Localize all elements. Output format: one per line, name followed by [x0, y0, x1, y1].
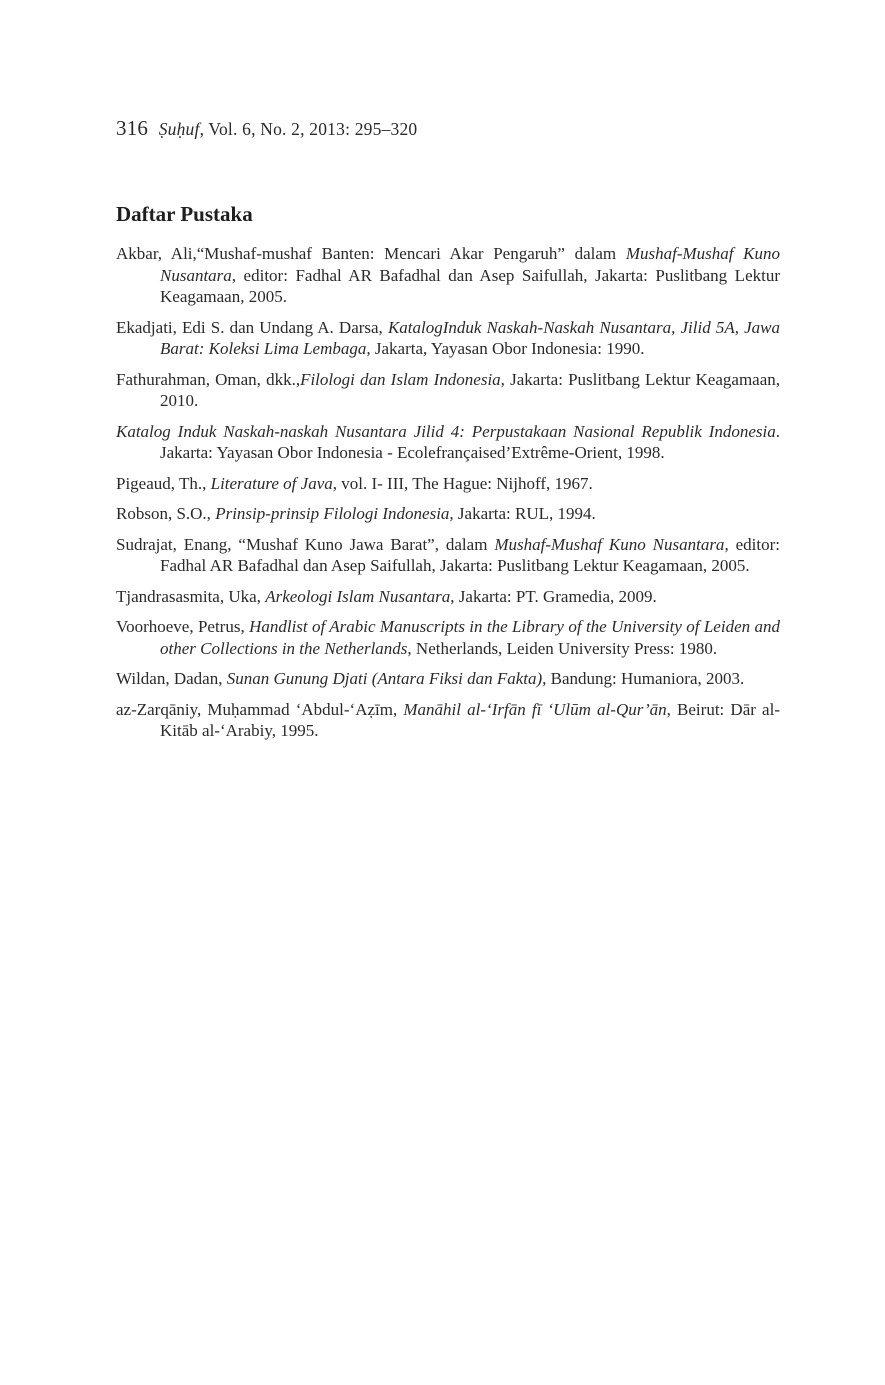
entry-author: Fathurahman, Oman, dkk.,	[116, 369, 301, 389]
entry-author: Tjandrasasmita, Uka,	[116, 586, 266, 606]
entry-title: Mushaf-Mushaf Kuno Nusantara	[494, 534, 725, 554]
entry-publication: , editor: Fadhal AR Bafadhal dan Asep Saifullah, Jakarta: Puslitbang Lektur Keagamaan, 2005.	[160, 534, 780, 575]
entry-author: az-Zarqāniy, Muḥammad ‘Abdul-‘Aẓīm,	[116, 699, 404, 719]
bibliography-entry	[116, 473, 780, 495]
entry-title: KatalogInduk Naskah-Naskah Nusantara, Jilid 5A, Jawa Barat: Koleksi Lima Lembaga,	[160, 317, 780, 358]
entry-title: Manāhil al-‘Irfān fī ‘Ulūm al-Qur’ān	[403, 699, 667, 719]
entry-title: Mushaf-Mushaf Kuno Nusantara	[160, 244, 780, 285]
entry-title: Literature of Java	[210, 473, 333, 493]
entry-author: Pigeaud, Th.,	[116, 473, 211, 493]
bibliography-entry	[116, 586, 780, 608]
entry-title: Prinsip-prinsip Filologi Indonesia,	[215, 504, 454, 523]
bibliography-entry	[116, 503, 780, 525]
entry-author: Ekadjati, Edi S. dan Undang A. Darsa,	[116, 317, 388, 337]
bibliography-entry	[116, 243, 780, 308]
entry-author: Akbar, Ali,“Mushaf-mushaf Banten: Mencari Akar Pengaruh” dalam	[116, 244, 626, 263]
bibliography-entry	[116, 369, 780, 412]
entry-publication: Bandung: Humaniora, 2003.	[546, 669, 745, 688]
entry-publication: , Jakarta: Puslitbang Lektur Keagamaan, 2010.	[160, 369, 781, 410]
entry-publication: , editor: Fadhal AR Bafadhal dan Asep Saifullah, Jakarta: Puslitbang Lektur Keagamaan, 2005.	[160, 265, 780, 306]
journal-citation: , Vol. 6, No. 2, 2013: 295–320	[199, 119, 418, 139]
entry-title: Handlist of Arabic Manuscripts in the Library of the University of Leiden and other Collections in the Netherlands	[160, 617, 780, 658]
entry-publication: , Jakarta: PT. Gramedia, 2009.	[450, 586, 657, 606]
running-header	[116, 116, 417, 141]
entry-title: Sunan Gunung Djati (Antara Fiksi dan Fakta),	[226, 669, 547, 688]
entry-publication: , vol. I- III, The Hague: Nijhoff, 1967.	[332, 473, 593, 493]
section-title: Daftar Pustaka	[116, 202, 253, 226]
bibliography-entry	[116, 421, 780, 464]
entry-title: Arkeologi Islam Nusantara	[265, 586, 451, 606]
bibliography-entry	[116, 317, 780, 360]
page-number: 316	[116, 116, 149, 140]
entry-publication: Jakarta, Yayasan Obor Indonesia: 1990.	[370, 339, 645, 358]
entry-title: Filologi dan Islam Indonesia	[300, 369, 501, 389]
bibliography-list	[116, 243, 780, 751]
entry-title: Katalog Induk Naskah-naskah Nusantara Jilid 4: Perpustakaan Nasional Republik Indonesia	[116, 421, 776, 441]
journal-name: Ṣuḥuf	[158, 119, 200, 139]
entry-publication: . Jakarta: Yayasan Obor Indonesia - Ecolefrançaised’Extrême-Orient, 1998.	[160, 421, 780, 462]
bibliography-entry	[116, 699, 780, 742]
bibliography-entry	[116, 668, 780, 690]
entry-publication: , Netherlands, Leiden University Press: 1980.	[407, 638, 718, 658]
entry-author: Robson, S.O.,	[116, 504, 216, 523]
entry-author: Sudrajat, Enang, “Mushaf Kuno Jawa Barat”, dalam	[116, 534, 495, 554]
entry-author: Voorhoeve, Petrus,	[116, 617, 250, 636]
entry-author: Wildan, Dadan,	[116, 669, 227, 688]
bibliography-entry	[116, 616, 780, 659]
bibliography-entry	[116, 534, 780, 577]
entry-publication: , Beirut: Dār al-Kitāb al-‘Arabiy, 1995.	[160, 699, 780, 740]
entry-publication: Jakarta: RUL, 1994.	[453, 504, 596, 523]
